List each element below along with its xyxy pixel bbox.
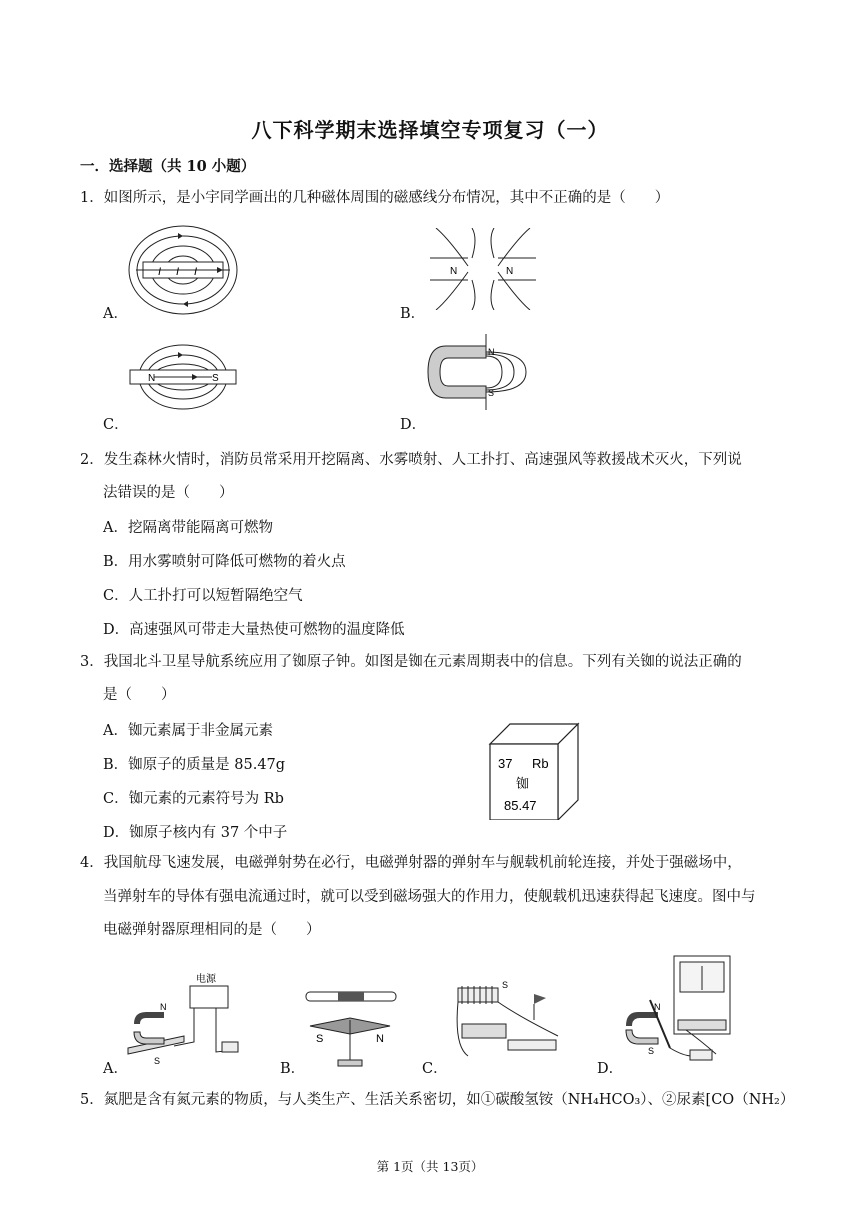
fig4a-s: S <box>154 1056 161 1066</box>
figure-4c-electromagnet-circuit <box>448 976 572 1070</box>
fig1d-n: N <box>488 347 495 357</box>
q1-option-a[interactable]: A． <box>103 306 128 322</box>
section-heading: 一．选择题（共 10 小题） <box>80 158 256 175</box>
fig4b-n: N <box>376 1033 384 1045</box>
q4-option-a[interactable]: A． <box>103 1061 128 1077</box>
q4-option-b[interactable]: B． <box>280 1061 306 1077</box>
page-title: 八下科学期末选择填空专项复习（一） <box>251 118 609 142</box>
figure-4a-motor-rail <box>124 972 244 1068</box>
question-3-stem-line1: 3．我国北斗卫星导航系统应用了铷原子钟。如图是铷在元素周期表中的信息。下列有关铷的说法正确的 <box>80 654 742 670</box>
fig4a-power-label: 电源 <box>196 974 216 985</box>
q4-option-d[interactable]: D． <box>597 1061 624 1077</box>
fig1d-s: S <box>488 388 495 398</box>
fig4c-s: S <box>502 980 509 990</box>
question-4-stem-line3: 电磁弹射器原理相同的是（ ） <box>103 922 321 938</box>
question-1-stem: 1．如图所示，是小宇同学画出的几种磁体周围的磁感线分布情况，其中不正确的是（ ） <box>80 190 670 206</box>
q1-option-c[interactable]: C． <box>103 417 129 433</box>
q2-option-d[interactable]: D．高速强风可带走大量热使可燃物的温度降低 <box>103 622 405 638</box>
figure-4d-galvanometer-circuit <box>620 950 738 1070</box>
question-5-stem: 5．氮肥是含有氮元素的物质，与人类生产、生活关系密切，如①碳酸氢铵（NH₄HCO₃）、②尿素[CO（NH₂） <box>80 1092 795 1108</box>
element-card-rubidium <box>488 722 580 820</box>
fig4a-n: N <box>160 1002 167 1012</box>
q1-option-b[interactable]: B． <box>400 306 426 322</box>
q2-option-b[interactable]: B．用水雾喷射可降低可燃物的着火点 <box>103 554 346 570</box>
element-atomic-number: 37 <box>498 756 513 771</box>
fig1c-n: N <box>148 373 156 384</box>
page-footer: 第 1页（共 13页） <box>376 1159 484 1174</box>
question-4-stem-line2: 当弹射车的导体有强电流通过时，就可以受到磁场强大的作用力，使舰载机迅速获得起飞速度。图中与 <box>103 889 756 905</box>
figure-1c-bar-magnet <box>128 344 238 410</box>
figure-1a-solenoid-field <box>128 220 238 320</box>
question-3-stem-line2: 是（ ） <box>103 687 176 703</box>
fig1b-n-right: N <box>506 266 514 277</box>
q3-option-a[interactable]: A．铷元素属于非金属元素 <box>103 723 273 739</box>
figure-1d-horseshoe-magnet <box>426 334 536 410</box>
q1-option-d[interactable]: D． <box>400 417 427 433</box>
q2-option-a[interactable]: A．挖隔离带能隔离可燃物 <box>103 520 273 536</box>
question-2-stem-line1: 2．发生森林火情时，消防员常采用开挖隔离、水雾喷射、人工扑打、高速强风等救援战术灭火，下列说 <box>80 452 742 468</box>
q2-option-c[interactable]: C．人工扑打可以短暂隔绝空气 <box>103 588 303 604</box>
fig4d-s: S <box>648 1046 655 1056</box>
q3-option-d[interactable]: D．铷原子核内有 37 个中子 <box>103 825 288 841</box>
question-2-stem-line2: 法错误的是（ ） <box>103 485 234 501</box>
svg-text:I: I <box>176 266 180 278</box>
q3-option-b[interactable]: B．铷原子的质量是 85.47g <box>103 757 286 773</box>
fig1c-s: S <box>212 373 219 384</box>
element-symbol: Rb <box>532 756 549 771</box>
fig1a-label: I <box>158 266 162 278</box>
q3-option-c[interactable]: C．铷元素的元素符号为 Rb <box>103 791 284 807</box>
q4-option-c[interactable]: C． <box>422 1061 448 1077</box>
svg-text:I: I <box>194 266 198 278</box>
figure-4b-compass-needle <box>300 990 400 1070</box>
element-name: 铷 <box>516 776 530 791</box>
fig4d-n: N <box>654 1002 661 1012</box>
fig1b-n-left: N <box>450 266 458 277</box>
fig4b-s: S <box>316 1033 324 1045</box>
question-4-stem-line1: 4．我国航母飞速发展，电磁弹射势在必行，电磁弹射器的弹射车与舰载机前轮连接，并处于强磁场中， <box>80 855 742 871</box>
figure-1b-like-poles <box>428 228 538 310</box>
element-atomic-mass: 85.47 <box>504 798 537 813</box>
